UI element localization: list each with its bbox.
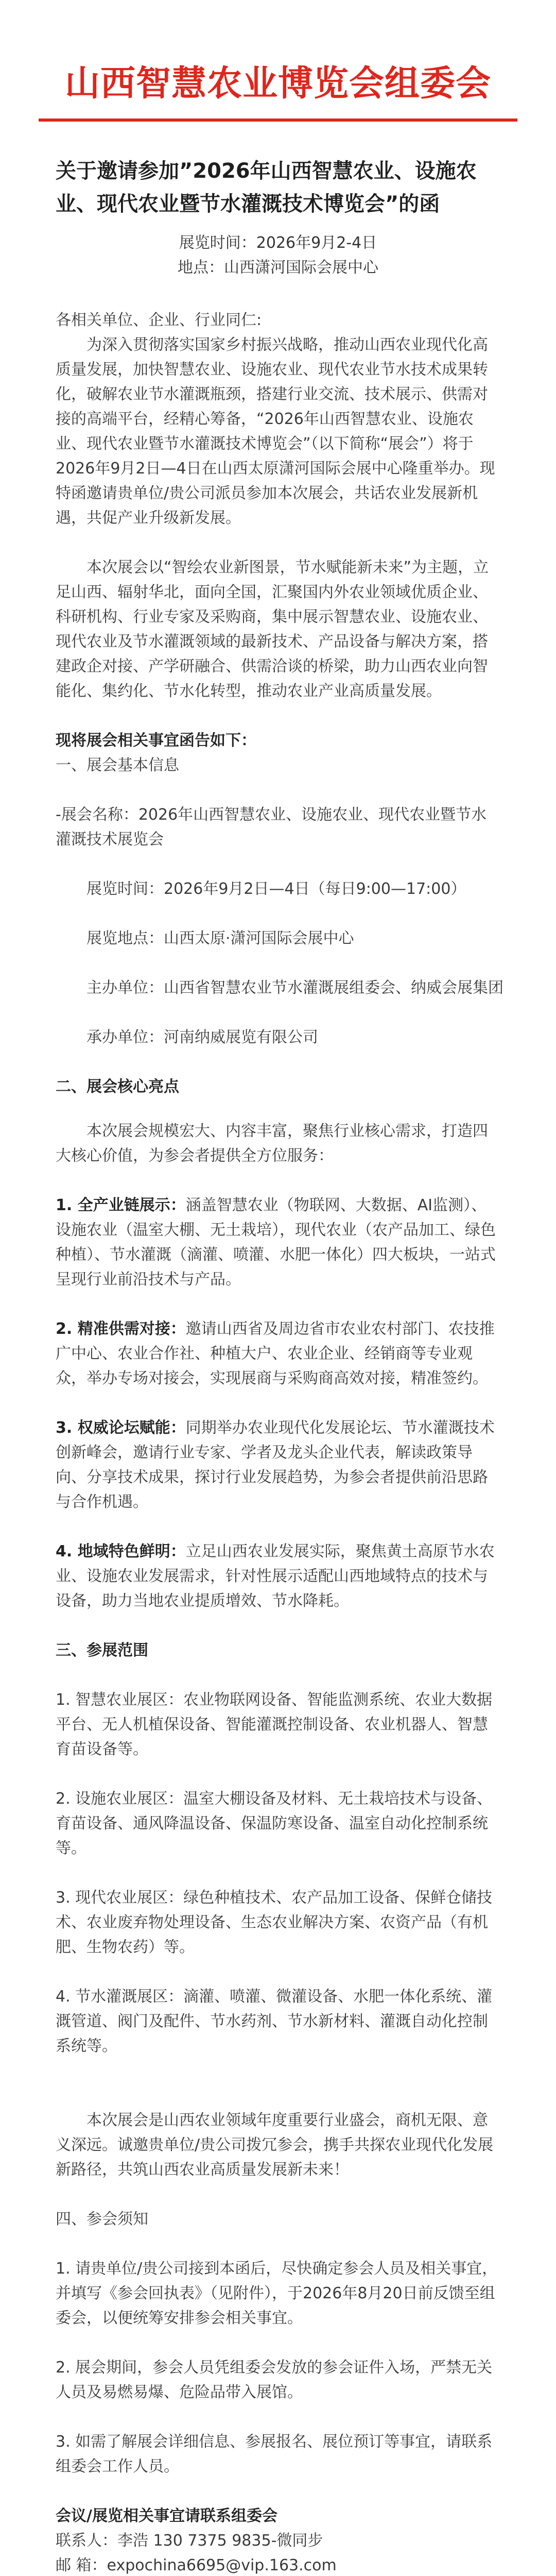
contact-email: 邮 箱：expochina6695@vip.163.com: [56, 2556, 337, 2574]
notice-lead: 现将展会相关事宜函告如下：: [56, 732, 256, 750]
highlight-item: [56, 1539, 500, 1614]
section-heading-notes: 四、参会须知: [56, 2210, 148, 2228]
letterhead-divider: [39, 118, 517, 122]
letterhead-title: 山西智慧农业博览会组委会: [64, 63, 491, 104]
highlights-intro: 本次展会规模宏大、内容丰富，聚焦行业核心需求，打造四大核心价值，为参会者提供全方位服务：: [56, 1122, 488, 1165]
letterhead: [0, 0, 556, 155]
scope-item: 2. 设施农业展区：温室大棚设备及材料、无土栽培技术与设备、育苗设备、通风降温设备、保温防寒设备、温室自动化控制系统等。: [56, 1790, 493, 1857]
section-heading-scope: 三、参展范围: [56, 1641, 148, 1659]
highlight-item: [56, 1416, 500, 1515]
highlight-text: 涵盖智慧农业（物联网、大数据、AI监测）、设施农业（温室大棚、无土栽培），现代农业（农产品加工、绿色种植）、节水灌溉（滴灌、喷灌、水肥一体化）四大板块，一站式呈现行业前沿技术与产品。: [56, 1196, 496, 1289]
highlight-title: 4. 地域特色鲜明：: [56, 1543, 186, 1561]
highlight-text: 同期举办农业现代化发展论坛、节水灌溉技术创新峰会，邀请行业专家、学者及龙头企业代表，解读政策导向、分享技术成果，探讨行业发展趋势，为参会者提供前沿思路与合作机遇。: [56, 1419, 495, 1511]
scope-item: 1. 智慧农业展区：农业物联网设备、智能监测系统、农业大数据平台、无人机植保设备、智能灌溉控制设备、农业机器人、智慧育苗设备等。: [56, 1691, 493, 1758]
notes-item: 3. 如需了解展会详细信息、参展报名、展位预订等事宜，请联系组委会工作人员。: [56, 2433, 493, 2476]
exhibition-dates: 展览时间：2026年9月2日—4日（每日9:00—17:00）: [86, 880, 466, 898]
highlight-text: 邀请山西省及周边省市农业农村部门、农技推广中心、农业合作社、种植大户、农业企业、经销商等专业观众，举办专场对接会，实现展商与采购商高效对接，精准签约。: [56, 1320, 495, 1387]
document-title: 关于邀请参加”2026年山西智慧农业、设施农业、现代农业暨节水灌溉技术博览会”的函: [56, 159, 477, 216]
greeting: 各相关单位、企业、行业同仁:: [56, 311, 262, 329]
exhibition-time: 展览时间：2026年9月2-4日: [179, 234, 377, 252]
notes-item: 2. 展会期间，参会人员凭组委会发放的参会证件入场，严禁无关人员及易燃易爆、危险品带入展馆。: [56, 2359, 493, 2401]
section-heading-highlights: 二、展会核心亮点: [56, 1078, 179, 1096]
highlight-item: [56, 1193, 500, 1292]
section-heading-basic-info: 一、展会基本信息: [56, 756, 179, 774]
highlight-title: 1. 全产业链展示：: [56, 1196, 186, 1214]
exhibition-name: -展会名称：2026年山西智慧农业、设施农业、现代农业暨节水灌溉技术展览会: [56, 806, 487, 849]
intro-paragraph: 为深入贯彻落实国家乡村振兴战略，推动山西农业现代化高质量发展，加快智慧农业、设施农业、现代农业节水技术成果转化，破解农业节水灌溉瓶颈，搭建行业交流、技术展示、供需对接的高端平台，经精心筹备，“2026年山西智慧农业、设施农业、现代农业暨节水灌溉技术博览会”（以下简称“展会”）将于2026年9月2日—4日在山西太原潇河国际会展中心隆重举办。现特函邀请贵单位/贵公司派员参加本次展会，共话农业发展新机遇，共促产业升级新发展。: [56, 336, 495, 527]
letter-body: [56, 155, 503, 2576]
contact-person: 联系人：李浩 130 7375 9835-微同步: [56, 2532, 323, 2550]
highlight-title: 2. 精准供需对接：: [56, 1320, 186, 1338]
exhibition-venue: 地点：山西潇河国际会展中心: [178, 259, 378, 277]
scope-item: 3. 现代农业展区：绿色种植技术、农产品加工设备、保鲜仓储技术、农业废弃物处理设备、生态农业解决方案、农资产品（有机肥、生物农药）等。: [56, 1889, 493, 1956]
theme-paragraph: 本次展会以“智绘农业新图景，节水赋能新未来”为主题，立足山西、辐射华北，面向全国，汇聚国内外农业领域优质企业、科研机构、行业专家及采购商，集中展示智慧农业、设施农业、现代农业及节水灌溉领域的最新技术、产品设备与解决方案，搭建政企对接、产学研融合、供需洽谈的桥梁，助力山西农业向智能化、集约化、节水化转型，推动农业产业高质量发展。: [56, 558, 489, 700]
exhibition-location: 展览地点：山西太原·潇河国际会展中心: [86, 929, 354, 947]
invitation-closing: 本次展会是山西农业领域年度重要行业盛会，商机无限、意义深远。诚邀贵单位/贵公司拨冗参会，携手共探农业现代化发展新路径，共筑山西农业高质量发展新未来！: [56, 2111, 494, 2179]
highlight-item: [56, 1317, 500, 1391]
host-organization: 主办单位：山西省智慧农业节水灌溉展组委会、纳威会展集团: [86, 979, 503, 997]
scope-item: 4. 节水灌溉展区：滴灌、喷灌、微灌设备、水肥一体化系统、灌溉管道、阀门及配件、节水药剂、节水新材料、灌溉自动化控制系统等。: [56, 1988, 493, 2055]
highlight-text: 立足山西农业发展实际，聚焦黄土高原节水农业、设施农业发展需求，针对性展示适配山西地域特点的技术与设备，助力当地农业提质增效、节水降耗。: [56, 1543, 495, 1610]
highlight-title: 3. 权威论坛赋能：: [56, 1419, 186, 1437]
organizer: 承办单位：河南纳威展览有限公司: [86, 1028, 318, 1046]
contact-heading: 会议/展览相关事宜请联系组委会: [56, 2507, 277, 2525]
notes-item: 1. 请贵单位/贵公司接到本函后，尽快确定参会人员及相关事宜，并填写《参会回执表》（见附件），于2026年8月20日前反馈至组委会，以便统筹安排参会相关事宜。: [56, 2260, 498, 2327]
